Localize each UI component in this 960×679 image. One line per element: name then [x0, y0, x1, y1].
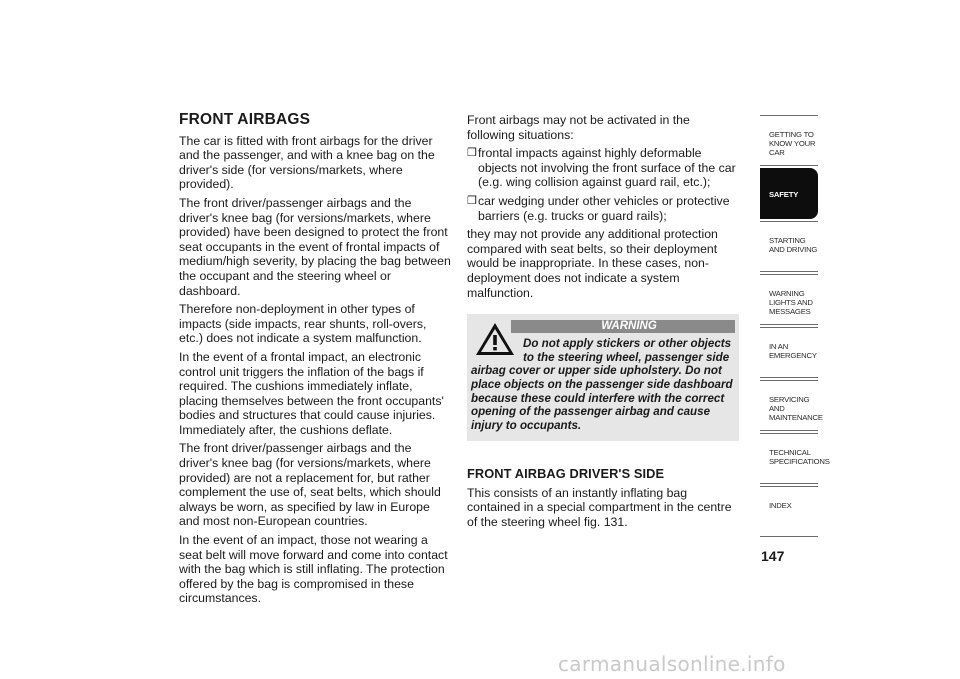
right-column [467, 113, 739, 534]
warning-text: Do not apply stickers or other objects to the steering wheel, passenger side airbag cover or upper side upholstery. Do not place objects on the passenger side dashboard because these could interfere with the correct opening of the passenger airbag and cause injury to occupants. [471, 337, 733, 432]
tab-servicing-and-maintenance[interactable]: SERVICING AND MAINTENANCE [760, 380, 818, 431]
paragraph: The front driver/passenger airbags and the driver's knee bag (for versions/markets, where provided) are not a replacement for, but rather complement the use of, seat belts, which should always be worn, as specified by law in Europe and most non-European countries. [179, 441, 441, 529]
paragraph: In the event of an impact, those not wearing a seat belt will move forward and come into contact with the bag which is still inflating. The protection offered by the bag is compromised in these circumstances. [179, 533, 448, 606]
checkbox-bullet-icon: ❒ [467, 194, 477, 207]
tab-warning-lights-and-messages[interactable]: WARNING LIGHTS AND MESSAGES [760, 274, 818, 325]
tab-getting-to-know-your-car[interactable]: GETTING TO KNOW YOUR CAR [760, 115, 818, 166]
tab-safety[interactable]: SAFETY [760, 168, 818, 219]
intro-paragraph: Front airbags may not be activated in the following situations: [467, 113, 690, 142]
warning-title: WARNING [511, 320, 735, 333]
tab-in-an-emergency[interactable]: IN AN EMERGENCY [760, 327, 818, 378]
paragraph: In the event of a frontal impact, an electronic control unit triggers the inflation of the bags if required. The cushions immediately inflate, placing themselves between the front occupants' bodies and structures that could cause injuries. Immediately after, the cushions deflate. [179, 349, 444, 437]
paragraph: This consists of an instantly inflating bag contained in a special compartment in the centre of the steering wheel fig. 131. [467, 485, 732, 530]
bullet-item [467, 146, 739, 190]
watermark: carmanualsonline.info [558, 652, 786, 676]
bullet-text: frontal impacts against highly deformable objects not involving the front surface of the car (e.g. wing collision against guard rail, etc.); [478, 146, 736, 190]
tab-index[interactable]: INDEX [760, 486, 818, 537]
checkbox-bullet-icon: ❒ [467, 147, 477, 160]
warning-box [467, 314, 739, 441]
tab-technical-specifications[interactable]: TECHNICAL SPECIFICATIONS [760, 433, 818, 484]
paragraph: they may not provide any additional protection compared with seat belts, so their deployment would be inappropriate. In these cases, non-deployment does not indicate a system malfunction. [467, 227, 718, 300]
page-number: 147 [761, 548, 785, 564]
paragraph: The front driver/passenger airbags and the driver's knee bag (for versions/markets, where provided) have been designed to protect the front seat occupants in the event of frontal impacts of medium/high severity, by placing the bag between the occupant and the steering wheel or dashboard. [179, 195, 451, 298]
subheading: FRONT AIRBAG DRIVER'S SIDE [467, 466, 665, 482]
warning-triangle-icon [475, 322, 515, 356]
section-heading: FRONT AIRBAGS [179, 111, 311, 128]
left-column [179, 113, 451, 610]
bullet-item [467, 194, 739, 223]
chapter-sidebar [760, 115, 830, 539]
bullet-text: car wedging under other vehicles or protective barriers (e.g. trucks or guard rails); [478, 193, 730, 223]
paragraph: The car is fitted with front airbags for the driver and the passenger, and with a knee bag on the driver's side (for versions/markets, where provided). [179, 133, 435, 192]
paragraph: Therefore non-deployment in other types of impacts (side impacts, rear shunts, roll-overs, etc.) does not indicate a system malfunction. [179, 302, 427, 346]
tab-starting-and-driving[interactable]: STARTING AND DRIVING [760, 221, 818, 272]
